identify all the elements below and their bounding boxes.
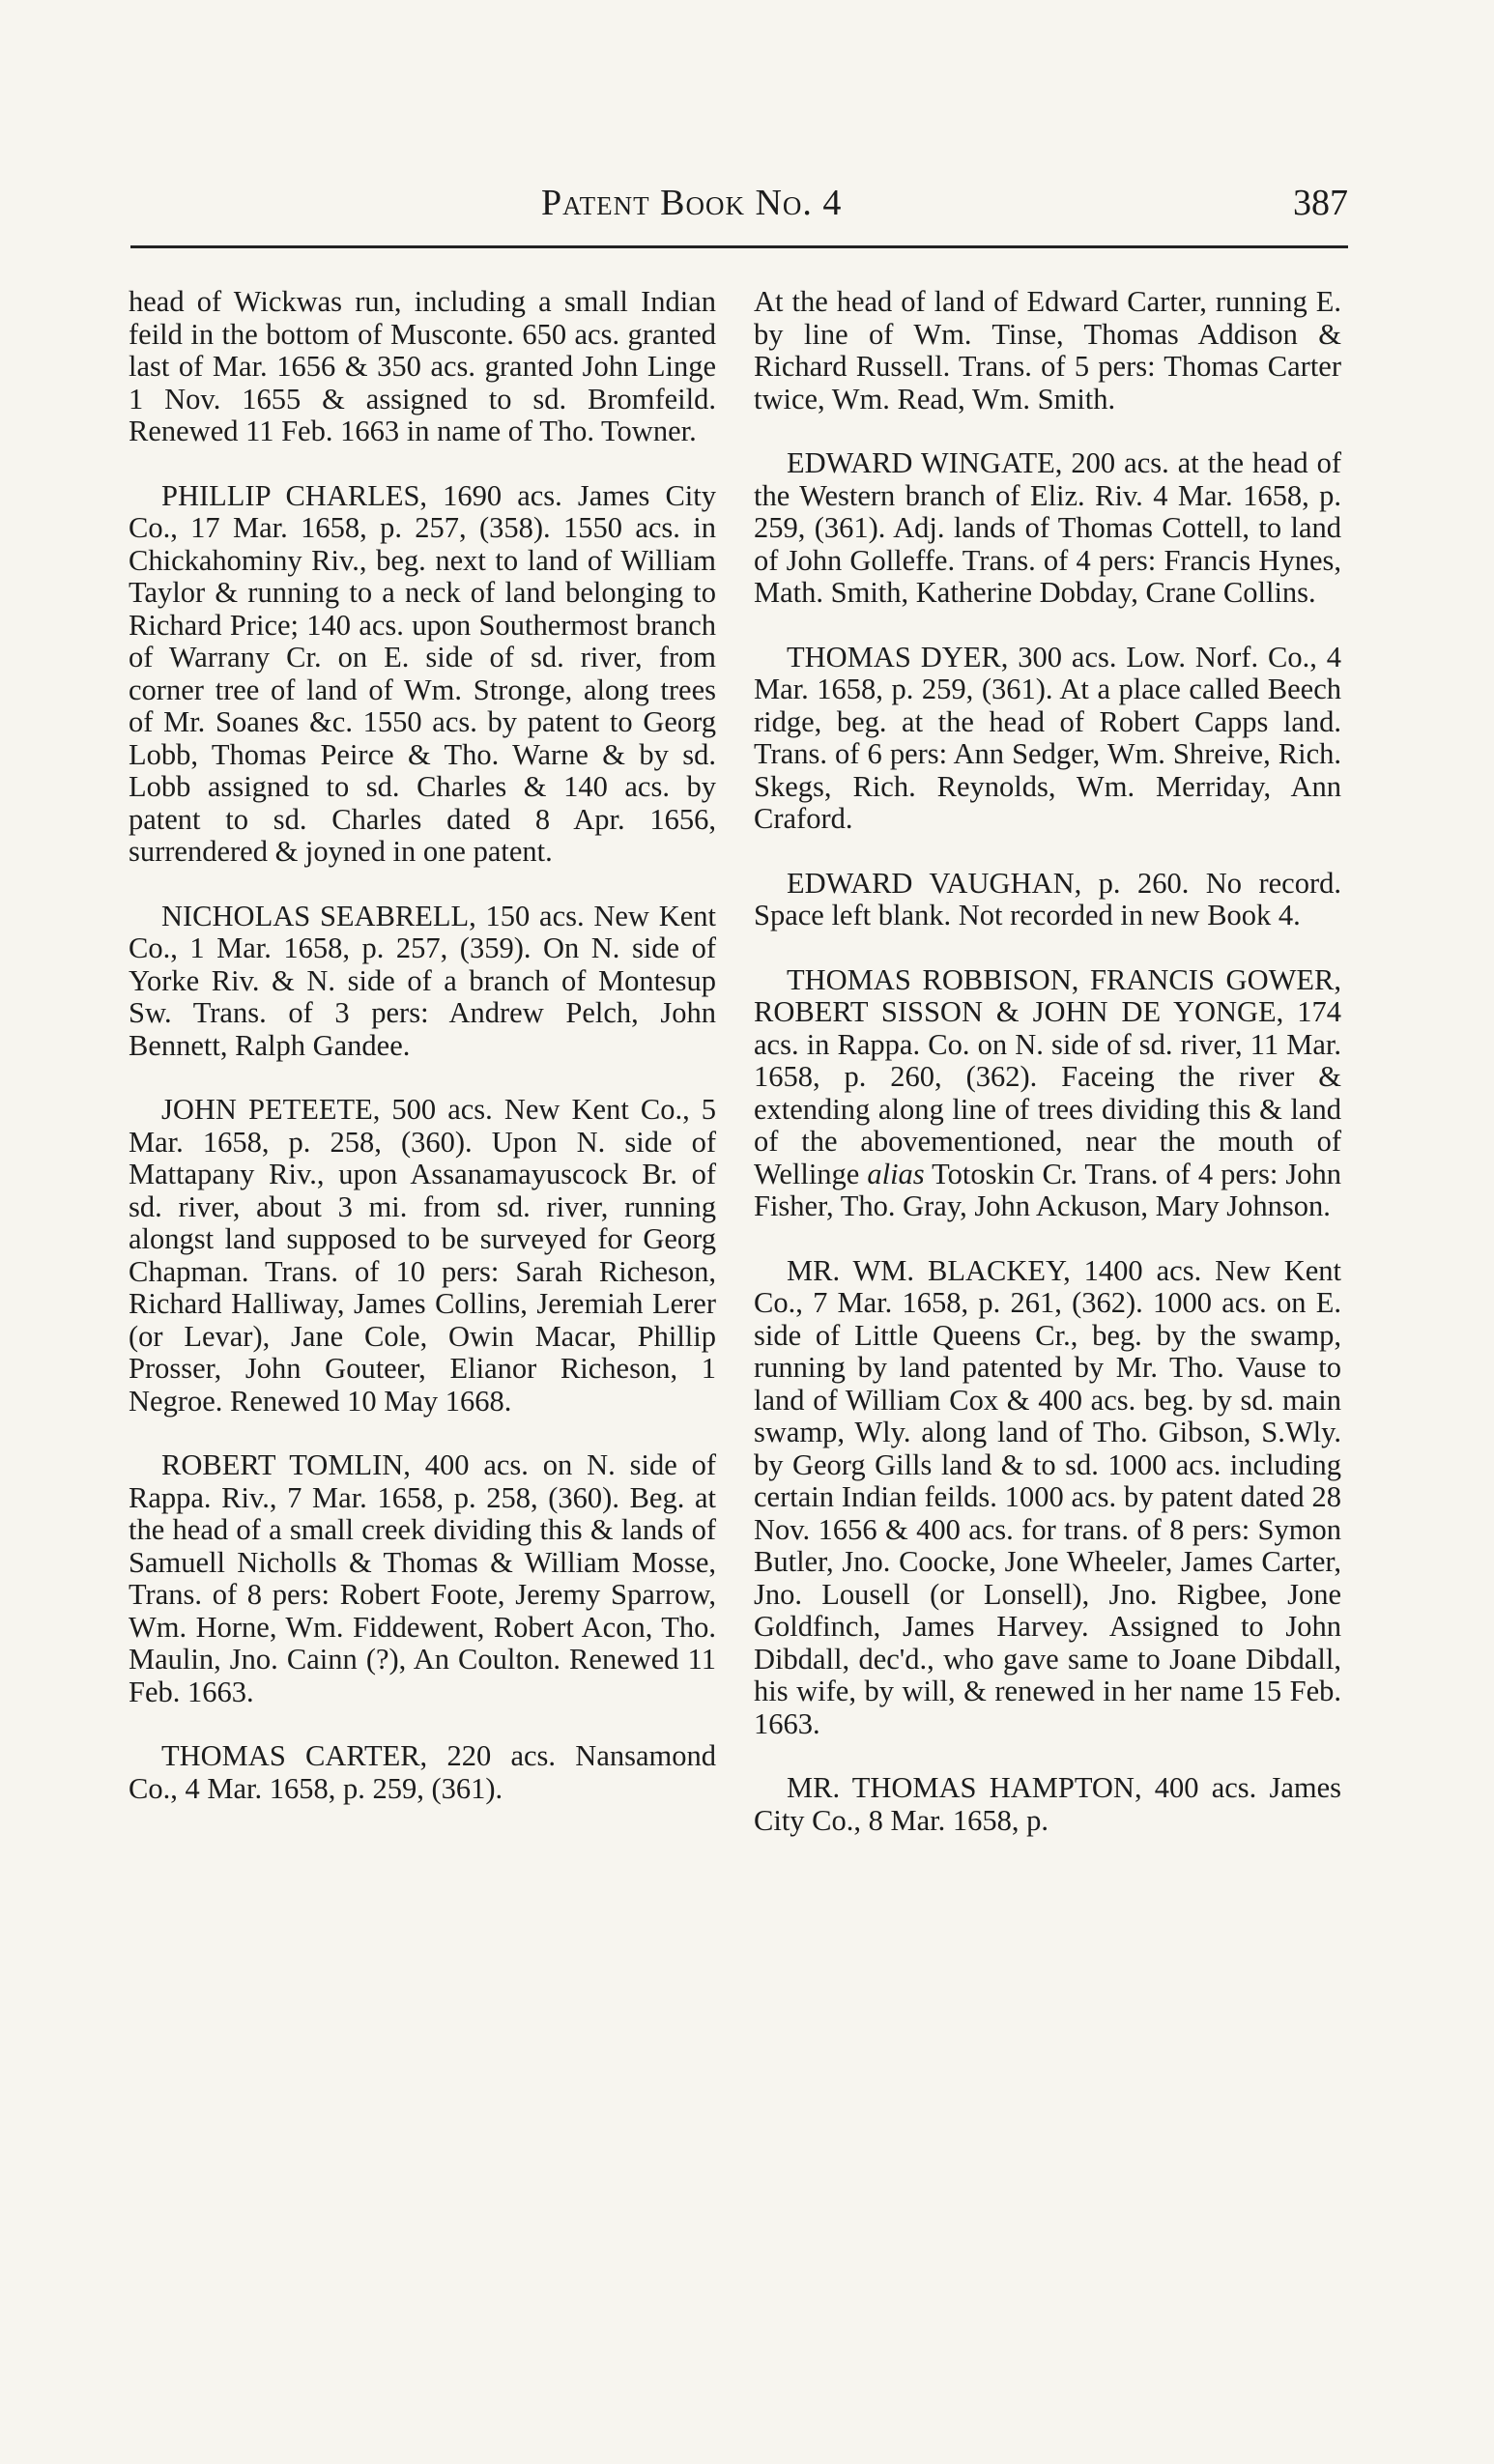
entry-paragraph: NICHOLAS SEABRELL, 150 acs. New Kent Co., 1 Mar. 1658, p. 257, (359). On N. side of Yorke Riv. & N. side of a branch of Montesup Sw. Trans. of 3 pers: Andrew Pelch, John Bennett, Ralph Gandee. bbox=[129, 899, 716, 1062]
entry-paragraph: MR. THOMAS HAMPTON, 400 acs. James City Co., 8 Mar. 1658, p. bbox=[754, 1771, 1341, 1837]
right-column bbox=[754, 286, 1341, 1869]
header-rule bbox=[130, 245, 1348, 248]
entry-paragraph: EDWARD VAUGHAN, p. 260. No record. Space left blank. Not recorded in new Book 4. bbox=[754, 866, 1341, 931]
entry-text-before: THOMAS ROBBISON, FRANCIS GOWER, ROBERT SISSON & JOHN DE YONGE, 174 acs. in Rappa. Co. on N. side of sd. river, 11 Mar. 1658, p. 260, (362). Faceing the river & extending along line of trees dividing this & land of the abovementioned, near the mouth of Wellinge bbox=[754, 962, 1341, 1190]
page-number: 387 bbox=[1293, 183, 1348, 223]
italic-term: alias bbox=[867, 1157, 925, 1190]
entry-paragraph: THOMAS CARTER, 220 acs. Nansamond Co., 4 Mar. 1658, p. 259, (361). bbox=[129, 1739, 716, 1805]
left-column bbox=[129, 286, 716, 1837]
entry-paragraph: At the head of land of Edward Carter, running E. by line of Wm. Tinse, Thomas Addison & Richard Russell. Trans. of 5 pers: Thomas Carter twice, Wm. Read, Wm. Smith. bbox=[754, 285, 1341, 415]
entry-text-after: Totoskin Cr. Trans. of 4 pers: John Fisher, Tho. Gray, John Ackuson, Mary Johnson. bbox=[754, 1157, 1342, 1222]
entry-paragraph: MR. WM. BLACKEY, 1400 acs. New Kent Co., 7 Mar. 1658, p. 261, (362). 1000 acs. on E. side of Little Queens Cr., beg. by the swamp, running by land patented by Mr. Tho. Vause to land of William Cox & 400 acs. beg. by sd. main swamp, Wly. along land of Tho. Gibson, S.Wly. by Georg Gills land & to sd. 1000 acs. including certain Indian feilds. 1000 acs. by patent dated 28 Nov. 1656 & 400 acs. for trans. of 8 pers: Symon Butler, Jno. Coocke, Jone Wheeler, James Carter, Jno. Lousell (or Lonsell), Jno. Rigbee, Jone Goldfinch, James Harvey. Assigned to John Dibdall, dec'd., who gave same to Joane Dibdall, his wife, by will, & renewed in her name 15 Feb. 1663. bbox=[754, 1253, 1341, 1740]
entry-paragraph: EDWARD WINGATE, 200 acs. at the head of the Western branch of Eliz. Riv. 4 Mar. 1658, p. 259, (361). Adj. lands of Thomas Cottell, to land of John Golleffe. Trans. of 4 pers: Francis Hynes, Math. Smith, Katherine Dobday, Crane Collins. bbox=[754, 446, 1341, 609]
running-title: Patent Book No. 4 bbox=[541, 183, 843, 223]
page-header bbox=[130, 182, 1348, 240]
entry-paragraph: PHILLIP CHARLES, 1690 acs. James City Co., 17 Mar. 1658, p. 257, (358). 1550 acs. in Chickahominy Riv., beg. next to land of William Taylor & running to a neck of land belonging to Richard Price; 140 acs. upon Southermost branch of Warrany Cr. on E. side of sd. river, from corner tree of land of Wm. Stronge, along trees of Mr. Soanes &c. 1550 acs. by patent to Georg Lobb, Thomas Peirce & Tho. Warne & by sd. Lobb assigned to sd. Charles & 140 acs. by patent to sd. Charles dated 8 Apr. 1656, surrendered & joyned in one patent. bbox=[129, 478, 716, 868]
entry-paragraph bbox=[754, 964, 1341, 1223]
entry-paragraph: THOMAS DYER, 300 acs. Low. Norf. Co., 4 Mar. 1658, p. 259, (361). At a place called Beech ridge, beg. at the head of Robert Capps land. Trans. of 6 pers: Ann Sedger, Wm. Shreive, Rich. Skegs, Rich. Reynolds, Wm. Merriday, Ann Craford. bbox=[754, 640, 1341, 835]
entry-paragraph: ROBERT TOMLIN, 400 acs. on N. side of Rappa. Riv., 7 Mar. 1658, p. 258, (360). Beg. at the head of a small creek dividing this & lands of Samuell Nicholls & Thomas & William Mosse, Trans. of 8 pers: Robert Foote, Jeremy Sparrow, Wm. Horne, Wm. Fiddewent, Robert Acon, Tho. Maulin, Jno. Cainn (?), An Coulton. Renewed 11 Feb. 1663. bbox=[129, 1448, 716, 1708]
entry-paragraph: head of Wickwas run, including a small Indian feild in the bottom of Musconte. 650 acs. granted last of Mar. 1656 & 350 acs. granted John Linge 1 Nov. 1655 & assigned to sd. Bromfeild. Renewed 11 Feb. 1663 in name of Tho. Towner. bbox=[129, 285, 716, 447]
entry-paragraph: JOHN PETEETE, 500 acs. New Kent Co., 5 Mar. 1658, p. 258, (360). Upon N. side of Mattapany Riv., upon Assanamayuscock Br. of sd. river, about 3 mi. from sd. river, running alongst land supposed to be surveyed for Georg Chapman. Trans. of 10 pers: Sarah Richeson, Richard Halliway, James Collins, Jeremiah Lerer (or Levar), Jane Cole, Owin Macar, Phillip Prosser, John Gouteer, Elianor Richeson, 1 Negroe. Renewed 10 May 1668. bbox=[129, 1093, 716, 1418]
